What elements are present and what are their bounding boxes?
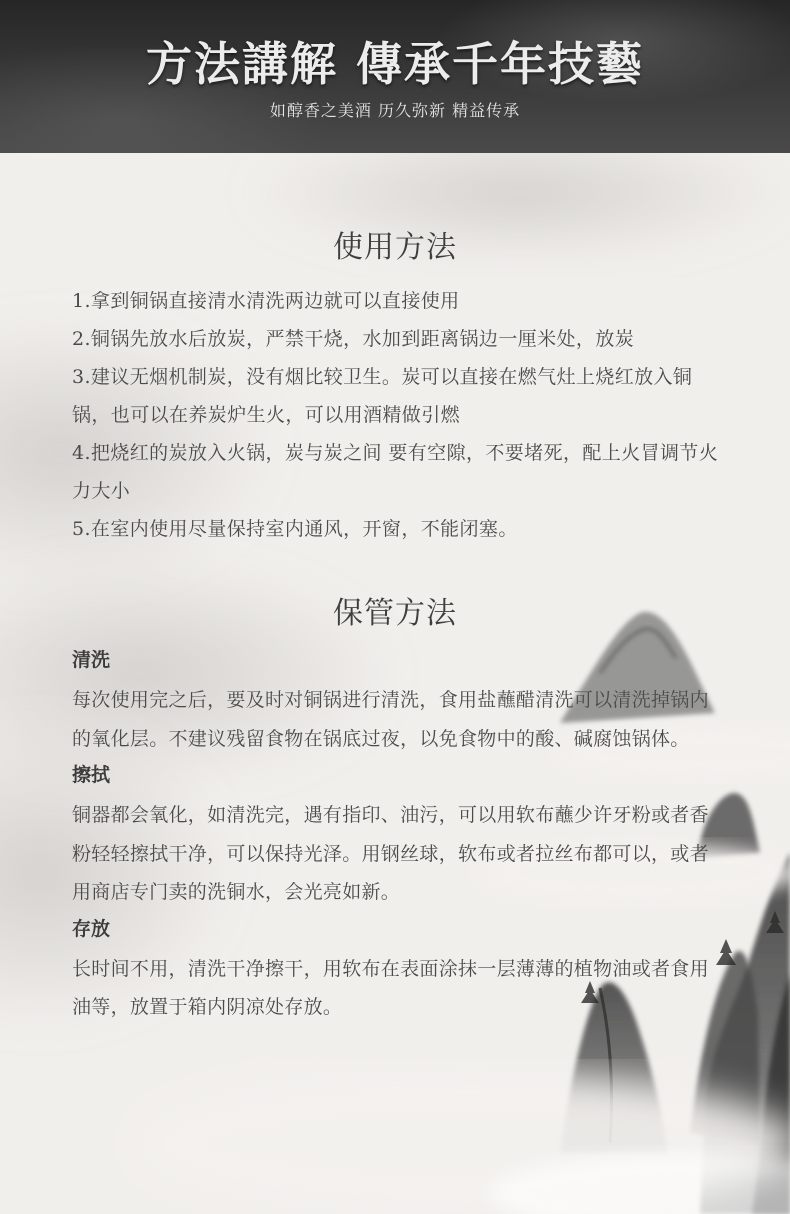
usage-item: 5.在室内使用尽量保持室内通风，开窗，不能闭塞。	[72, 518, 518, 540]
care-section-cleaning	[72, 645, 722, 758]
usage-heading: 使用方法	[333, 230, 457, 265]
care-section-storage	[72, 914, 722, 1027]
care-section-text: 每次使用完之后，要及时对铜锅进行清洗，食用盐蘸醋清洗可以清洗掉锅内的氧化层。不建议残留食物在锅底过夜，以免食物中的酸、碱腐蚀锅体。	[72, 689, 709, 750]
header-title: 方法講解 傳承千年技藝	[145, 37, 644, 91]
usage-item: 3.建议无烟机制炭，没有烟比较卫生。炭可以直接在燃气灶上烧红放入铜锅，也可以在养炭炉生火，可以用酒精做引燃	[72, 366, 693, 426]
care-section-text: 长时间不用，清洗干净擦干，用软布在表面涂抹一层薄薄的植物油或者食用油等，放置于箱内阴凉处存放。	[72, 957, 709, 1018]
header-banner	[0, 0, 790, 153]
care-heading: 保管方法	[333, 596, 457, 631]
usage-item: 2.铜锅先放水后放炭，严禁干烧，水加到距离锅边一厘米处，放炭	[72, 328, 635, 350]
care-section-text: 铜器都会氧化，如清洗完，遇有指印、油污，可以用软布蘸少许牙粉或者香粉轻轻擦拭干净，可以保持光泽。用钢丝球，软布或者拉丝布都可以，或者用商店专门卖的洗铜水，会光亮如新。	[72, 804, 709, 903]
care-section-title: 擦拭	[72, 764, 111, 786]
usage-item: 1.拿到铜锅直接清水清洗两边就可以直接使用	[72, 290, 460, 312]
care-section-title: 清洗	[72, 649, 111, 671]
care-section-title: 存放	[72, 917, 111, 940]
header-subtitle: 如醇香之美酒 历久弥新 精益传承	[269, 101, 521, 120]
care-section-wiping	[72, 760, 722, 912]
care-sections	[72, 645, 722, 1029]
usage-item: 4.把烧红的炭放入火锅，炭与炭之间 要有空隙，不要堵死，配上火冒调节火力大小	[72, 442, 719, 502]
usage-list	[72, 282, 722, 548]
